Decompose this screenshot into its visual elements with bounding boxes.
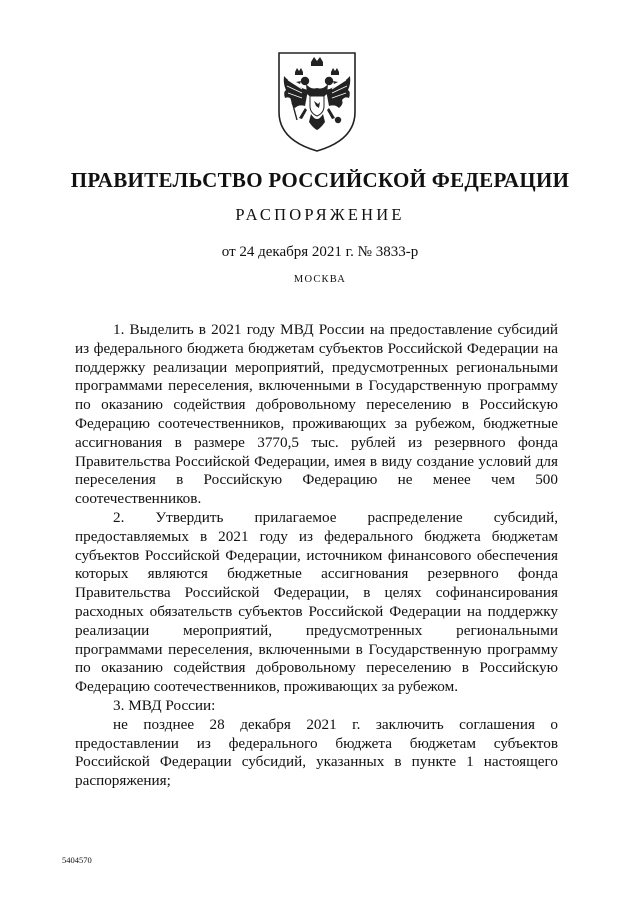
footer-document-code: 5404570	[62, 855, 92, 865]
paragraph-4: не позднее 28 декабря 2021 г. заключить соглашения о предоставлении из федерального бюджета бюджетам субъектов Российской Федерации субсидий, указанных в пункте 1 настоящего распоряжения;	[75, 715, 558, 790]
document-city: МОСКВА	[293, 274, 347, 285]
paragraph-3: 3. МВД России:	[113, 696, 216, 714]
document-type: РАСПОРЯЖЕНИЕ	[235, 205, 405, 224]
government-title: ПРАВИТЕЛЬСТВО РОССИЙСКОЙ ФЕДЕРАЦИИ	[70, 168, 570, 192]
russian-coat-of-arms-icon	[275, 50, 359, 154]
coat-of-arms-emblem	[275, 50, 359, 154]
paragraph-1: 1. Выделить в 2021 году МВД России на предоставление субсидий из федерального бюджета бюджетам субъектов Российской Федерации на поддержку реализации мероприятий, предусмотренных региональными программами переселения, включенными в Государственную программу по оказанию содействия добровольному переселению в Российскую Федерацию соотечественников, проживающих за рубежом, бюджетные ассигнования в размере 3770,5 тыс. рублей из резервного фонда Правительства Российской Федерации, имея в виду создание условий для переселения в Российскую Федерацию не менее чем 500 соотечественников.	[75, 321, 558, 508]
document-body	[75, 321, 558, 791]
paragraph-2: 2. Утвердить прилагаемое распределение субсидий, предоставляемых в 2021 году из федерального бюджета бюджетам субъектов Российской Федерации, источником финансового обеспечения которых являются бюджетные ассигнования резервного фонда Правительства Российской Федерации, в целях софинансирования расходных обязательств субъектов Российской Федерации на поддержку реализации мероприятий, предусмотренных региональными программами переселения, включенными в Государственную программу по оказанию содействия добровольному переселению в Российскую Федерацию соотечественников, проживающих за рубежом.	[75, 508, 558, 696]
document-date-number: от 24 декабря 2021 г. № 3833-р	[221, 244, 419, 260]
